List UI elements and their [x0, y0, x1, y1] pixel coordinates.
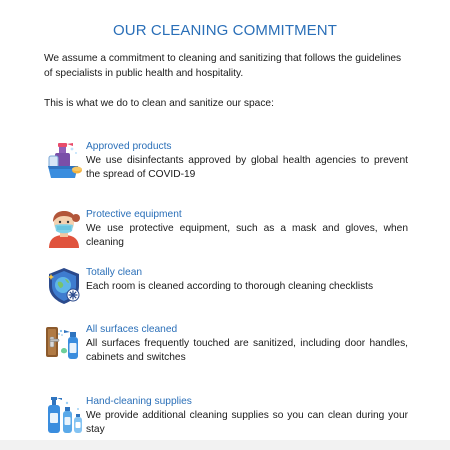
item-description: All surfaces frequently touched are sanitized, including door handles, cabinets and switches [86, 338, 408, 363]
item-title: All surfaces cleaned [86, 324, 178, 335]
item-description: We provide additional cleaning supplies so you can clean during your stay [86, 410, 408, 435]
item-title: Approved products [86, 141, 172, 152]
item-description: We use disinfectants approved by global health agencies to prevent the spread of COVID-19 [86, 155, 408, 180]
clean-globe-shield-icon [44, 266, 84, 306]
item-title: Protective equipment [86, 209, 182, 220]
item-description: Each room is cleaned according to thorough cleaning checklists [86, 281, 374, 292]
footer-band [0, 440, 450, 450]
masked-person-icon [44, 208, 84, 248]
item-title: Hand-cleaning supplies [86, 396, 192, 407]
item-title: Totally clean [86, 267, 143, 278]
page-title: OUR CLEANING COMMITMENT [113, 22, 337, 39]
sanitized-door-handle-icon [44, 323, 84, 363]
item-description: We use protective equipment, such as a mask and gloves, when cleaning [86, 223, 408, 248]
intro-lead: This is what we do to clean and sanitize our space: [44, 98, 274, 109]
intro-paragraph: We assume a commitment to cleaning and sanitizing that follows the guidelines of specialists in public health and hospitality. [44, 53, 402, 79]
hand-sanitizer-bottles-icon [44, 395, 84, 435]
cleaning-products-icon [44, 140, 84, 180]
